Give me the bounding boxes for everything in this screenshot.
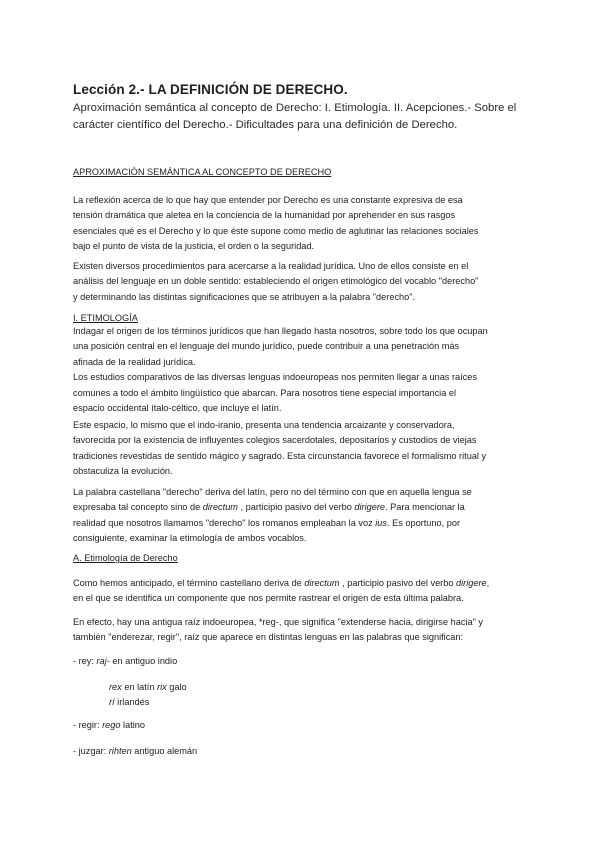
paragraph-5 [73,485,531,547]
paragraph-7 [73,615,531,646]
latin-term: ius [375,517,387,528]
paragraph-2 [73,259,531,305]
root-term: rex [109,682,122,692]
text-run: en antiguo indio [109,656,178,666]
latin-term: dirigere [354,502,386,513]
text-run: - regir: [73,720,103,730]
root-term: rego [102,720,121,730]
text-line: En efecto, hay una antigua raíz indoeuropea, *reg-, que significa "extenderse hacia, dirigirse hacia" y [73,617,484,627]
text-run: - juzgar: [73,746,109,756]
paragraph-1 [73,193,531,255]
text-line: Existen diversos procedimientos para acercarse a la realidad jurídica. Uno de ellos consiste en el [73,261,469,271]
text-line: consiguiente, examinar la etimología de ambos vocablos. [73,533,307,544]
text-run: , participio pasivo del verbo [339,578,457,588]
text-run: . Es oportuno, por [386,517,461,528]
latin-term: directum [202,502,238,513]
text-line: bajo el punto de vista de la justicia, el orden o la seguridad. [73,241,315,252]
root-term: rí [109,697,115,708]
list-item-regir [73,718,531,733]
text-line: una posición central en el lenguaje del mundo jurídico, puede contribuir a una penetración más [73,341,460,352]
text-line: en el que se identifica un componente que nos permite rastrear el origen de esta última palabra. [73,593,464,604]
sub-heading: A. Etimología de Derecho [73,553,178,563]
text-line [73,500,531,515]
text-line: comunes a todo el ámbito lingüístico que abarcan. Para nosotros tiene especial importancia el [73,387,457,398]
list-subitems [73,680,531,711]
text-run: , [486,578,490,588]
text-line: espacio occidental ítalo-céltico, que incluye el latín. [73,403,282,414]
text-run: - rey: [73,656,97,666]
root-term: rix [157,682,167,692]
text-line: análisis del lenguaje en un doble sentido: estableciendo el origen etimológico del vocablo "derecho" [73,276,479,287]
subtitle-line: Aproximación semántica al concepto de Derecho: I. Etimología. II. Acepciones.- Sobre el [73,102,517,114]
text-line: también "enderezar, regir", raíz que aparece en distintas lenguas en las palabras que significan: [73,632,464,643]
text-line: La reflexión acerca de lo que hay que entender por Derecho es una constante expresiva de esa [73,195,463,205]
text-line [109,695,531,710]
text-line: tensión dramática que aletea en la conciencia de la humanidad por aprehender en sus rasgos [73,210,456,221]
subtitle-line: carácter científico del Derecho.- Dificultades para una definición de Derecho. [73,119,458,131]
list-item-juzgar [73,744,531,759]
text-line [109,680,531,695]
lesson-title: Lección 2.- LA DEFINICIÓN DE DERECHO. [73,82,348,97]
text-line: Los estudios comparativos de las diversas lenguas indoeuropeas nos permiten llegar a unas raíces [73,372,477,383]
latin-term: directum [304,578,340,588]
text-line: La palabra castellana "derecho" deriva del latín, pero no del término con que en aquella lengua se [73,487,472,497]
text-line: y determinando las distintas significaciones que se atribuyen a la palabra "derecho". [73,291,416,302]
root-term: raj- [96,656,110,666]
text-run: realidad que nosotros llamamos "derecho" los romanos empleaban la voz [73,517,376,528]
text-run: latino [120,720,146,730]
text-run: Como hemos anticipado, el término castellano deriva de [73,578,305,588]
text-line [73,576,531,591]
latin-term: dirigere [456,578,487,588]
section-heading: APROXIMACIÓN SEMÁNTICA AL CONCEPTO DE DERECHO [73,167,332,177]
text-line: favorecida por la existencia de influyentes colegios sacerdotales, depositarios y custodios de viejas [73,435,477,446]
paragraph-3 [73,324,531,416]
text-run: expresaba tal concepto sino de [73,502,203,513]
text-line: obstaculiza la evolución. [73,466,173,477]
text-line: afinada de la realidad jurídica. [73,356,196,367]
text-line [73,516,531,531]
text-run: galo [166,682,187,692]
text-line: esenciales qué es el Derecho y lo que éste supone como medio de aglutinar las relaciones sociales [73,225,479,236]
root-term: rihten [108,746,132,756]
list-item-rey [73,654,531,669]
text-line: tradiciones revestidas de sentido mágico y sagrado. Esta circunstancia favorece el formalismo ritual y [73,450,487,461]
text-line: Este espacio, lo mismo que el indo-iranio, presenta una tendencia arcaizante y conservadora, [73,420,455,430]
text-run: en latín [121,682,158,692]
text-run: , participio pasivo del verbo [237,502,355,513]
text-run: antiguo alemán [131,746,198,756]
etimologia-heading: I. ETIMOLOGÍA [73,313,138,323]
paragraph-6 [73,576,531,607]
lesson-subtitle [73,100,543,134]
text-run: irlandés [114,697,150,708]
text-line: Indagar el origen de los términos jurídicos que han llegado hasta nosotros, sobre todo los que ocupan [73,326,488,336]
text-run: . Para mencionar la [385,502,465,513]
paragraph-4 [73,418,531,480]
